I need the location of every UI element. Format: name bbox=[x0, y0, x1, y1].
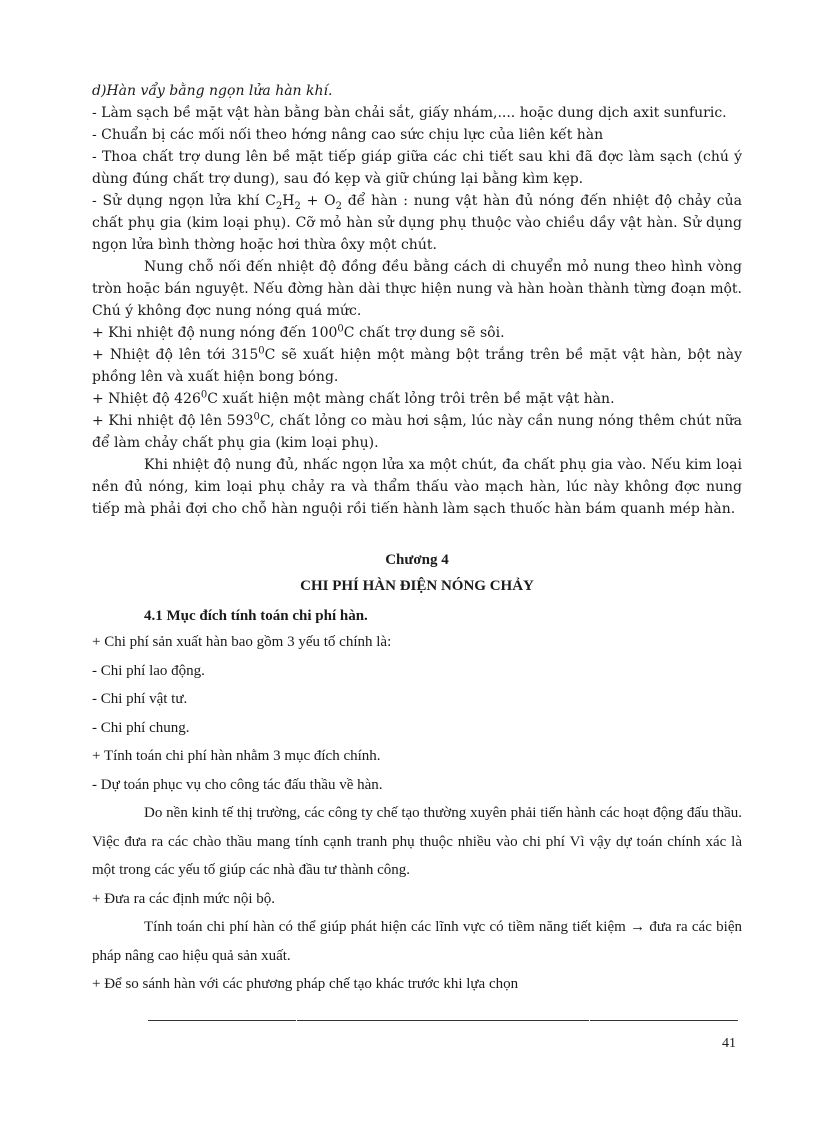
section-welding-flame bbox=[92, 80, 742, 520]
step-gas-flame: - Sử dụng ngọn lửa khí $C_2H_2 + O_2$ để hàn : nung vật hàn đủ nóng đến nhiệt độ chảy của chất phụ gia (kim loại phụ). Cỡ mỏ hàn sử dụng phụ thuộc vào chiều dầy vật hàn. Sử dụng ngọn lửa bình thờng hoặc hơi thừa ôxy một chút. bbox=[92, 193, 743, 253]
para-market: Do nền kinh tế thị trường, các công ty chế tạo thường xuyên phải tiến hành các hoạt động đấu thầu. Việc đưa ra các chào thầu mang tính cạnh tranh phụ thuộc nhiều vào chi phí Vì vậy dự toán chính xác là một trong các yếu tố giúp các nhà đầu tư thành công. bbox=[92, 805, 742, 878]
step-flux: - Thoa chất trợ dung lên bề mặt tiếp giáp giữa các chi tiết sau khi đã đợc làm sạch (chú ý dùng đúng chất trợ dung), sau đó kẹp và giữ chúng lại bằng kìm kẹp. bbox=[92, 149, 742, 187]
para-final: Khi nhiệt độ nung đủ, nhấc ngọn lửa xa một chút, đa chất phụ gia vào. Nếu kim loại nền đủ nóng, kim loại phụ chảy ra và thẩm thấu vào mạch hàn, lúc này không đợc nung tiếp mà phải đợi cho chỗ hàn nguội rồi tiến hành làm sạch thuốc hàn bám quanh mép hàn. bbox=[92, 457, 742, 517]
temp-593: + Khi nhiệt độ lên $593^0C$, chất lỏng co màu hơi sậm, lúc này cần nung nóng thêm chút nữa để làm chảy chất phụ gia (kim loại phụ). bbox=[92, 411, 742, 451]
section-heading: d)Hàn vẩy bằng ngọn lửa hàn khí. bbox=[92, 83, 333, 99]
footer-rule-middle bbox=[297, 1020, 589, 1021]
footer-rule-left bbox=[148, 1020, 296, 1021]
para-heating: Nung chỗ nối đến nhiệt độ đồng đều bằng cách di chuyển mỏ nung theo hình vòng tròn hoặc bán nguyệt. Nếu đờng hàn dài thực hiện nung và hàn hoàn thành từng đoạn một. Chú ý không đợc nung nóng quá mức. bbox=[92, 259, 742, 319]
chapter-title: CHI PHÍ HÀN ĐIỆN NÓNG CHẢY bbox=[300, 578, 534, 594]
purpose-compare: + Để so sánh hàn với các phương pháp chế tạo khác trước khi lựa chọn bbox=[92, 976, 519, 992]
purpose-intro: + Tính toán chi phí hàn nhằm 3 mục đích chính. bbox=[92, 748, 381, 764]
purpose-norms: + Đưa ra các định mức nội bộ. bbox=[92, 890, 275, 907]
footer-rule-right bbox=[590, 1020, 738, 1021]
cost-intro: + Chi phí sản xuất hàn bao gồm 3 yếu tố chính là: bbox=[92, 634, 392, 650]
para-saving: Tính toán chi phí hàn có thể giúp phát hiện các lĩnh vực có tiềm năng tiết kiệm → đưa ra các biện pháp nâng cao hiệu quả sản xuất. bbox=[92, 919, 742, 964]
purpose-bidding: - Dự toán phục vụ cho công tác đấu thầu về hàn. bbox=[92, 776, 383, 793]
temp-100: + Khi nhiệt độ nung nóng đến $100^0C$ chất trợ dung sẽ sôi. bbox=[92, 323, 505, 341]
chapter-4 bbox=[92, 548, 742, 999]
step-clean: - Làm sạch bề mặt vật hàn bằng bàn chải sắt, giấy nhám,.... hoặc dung dịch axit sunfuric. bbox=[92, 105, 727, 121]
cost-material: - Chi phí vật tư. bbox=[92, 691, 188, 707]
temp-426: + Nhiệt độ $426^0C$ xuất hiện một màng chất lỏng trôi trên bề mặt vật hàn. bbox=[92, 389, 615, 407]
cost-labor: - Chi phí lao động. bbox=[92, 662, 205, 679]
cost-general: - Chi phí chung. bbox=[92, 719, 190, 736]
step-prepare: - Chuẩn bị các mối nối theo hớng nâng cao sức chịu lực của liên kết hàn bbox=[92, 127, 604, 143]
subsection-heading: 4.1 Mục đích tính toán chi phí hàn. bbox=[144, 608, 368, 624]
chapter-number: Chương 4 bbox=[385, 552, 449, 568]
temp-315: + Nhiệt độ lên tới $315^0C$ sẽ xuất hiện một màng bột trắng trên bề mặt vật hàn, bột này phồng lên và xuất hiện bong bóng. bbox=[92, 345, 743, 385]
page-number: 41 bbox=[722, 1036, 736, 1051]
